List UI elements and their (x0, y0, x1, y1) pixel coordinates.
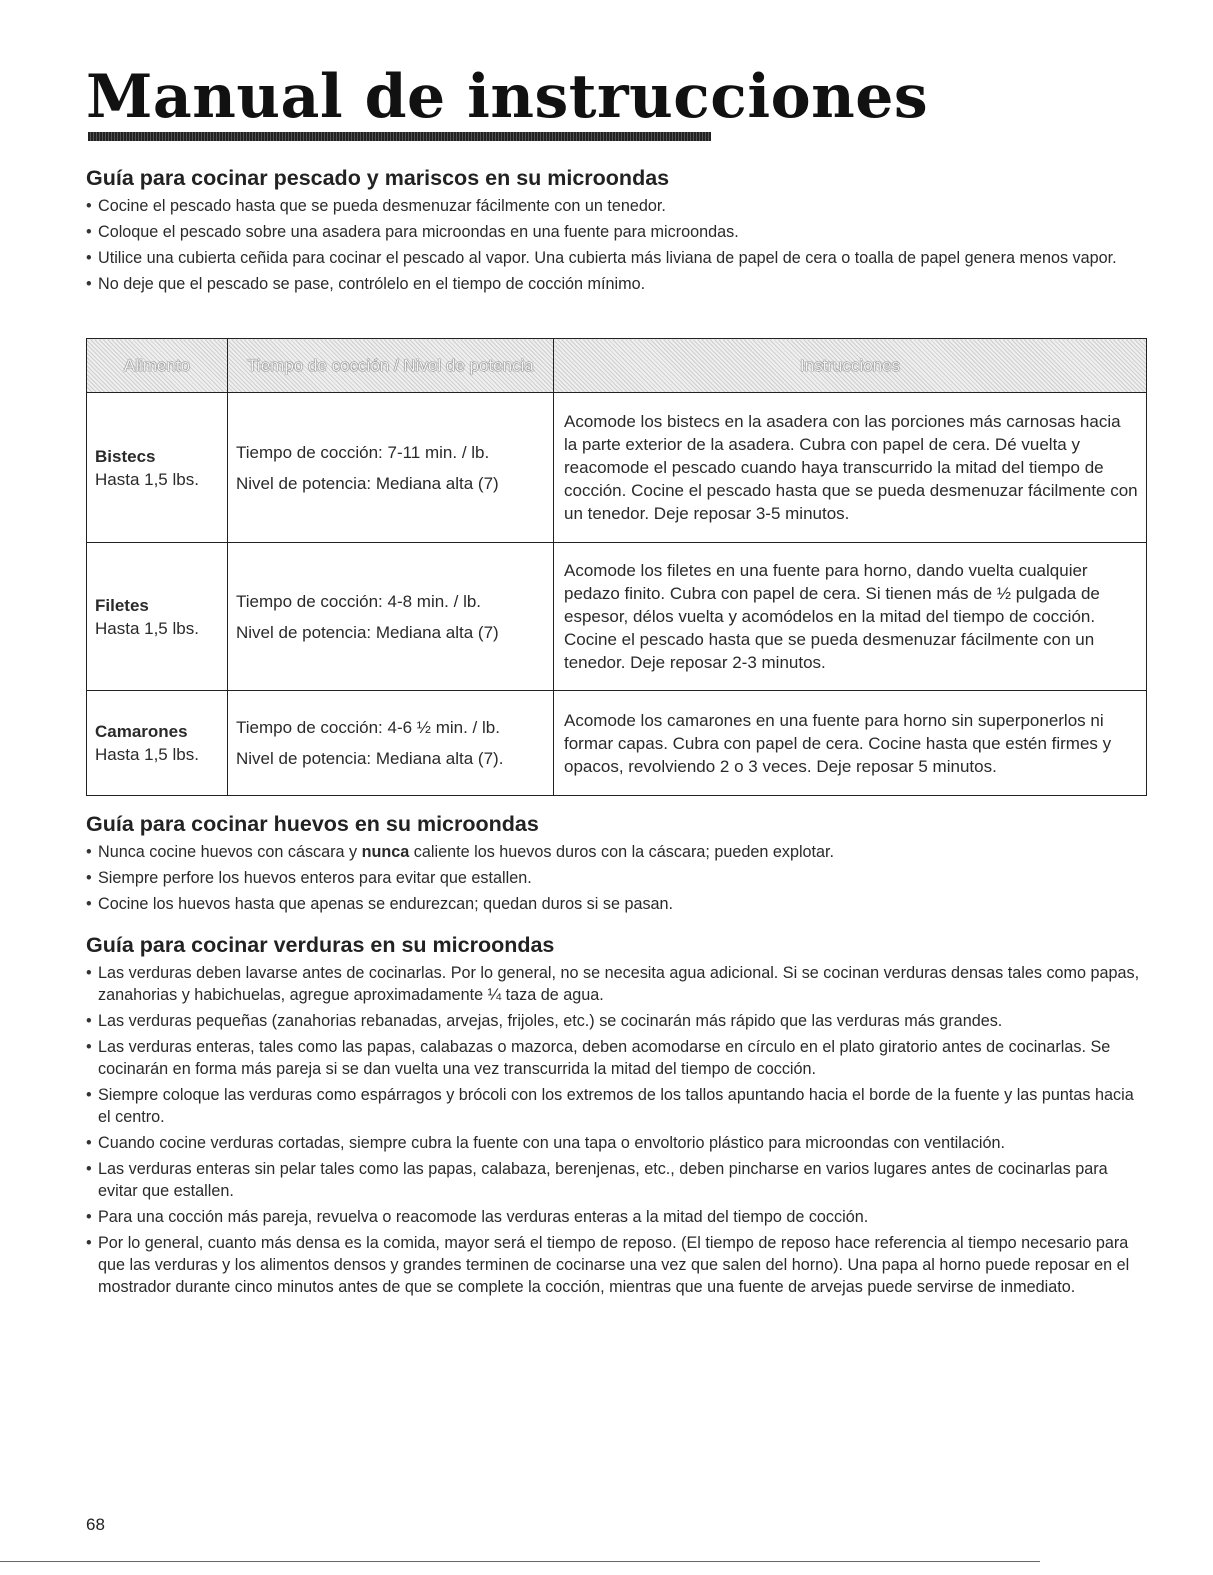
page-title: Manual de instrucciones (86, 62, 929, 132)
cooking-time: Tiempo de cocción: 7-11 min. / lb. (236, 442, 490, 462)
list-item: • No deje que el pescado se pase, contrólelo en el tiempo de cocción mínimo. (86, 273, 1146, 295)
fish-section-heading: Guía para cocinar pescado y mariscos en su microondas (86, 166, 670, 190)
list-item: • Cocine los huevos hasta que apenas se endurezcan; quedan duros si se pasan. (86, 893, 1146, 915)
egg-tips-list (86, 841, 1146, 915)
header-time-power: Tiempo de cocción / Nivel de potencia (228, 339, 554, 393)
food-name: Camarones (95, 722, 188, 741)
instructions-cell: Acomode los filetes en una fuente para horno, dando vuelta cualquier pedazo finito. Cubra con papel de cera. Si tienen más de ½ pulgada de espesor, délos vuelta y acomódelos en la mitad del tiempo de cocción. Cocine el pescado hasta que se pueda desmenuzar fácilmente con un tenedor. Deje reposar 2-3 minutos. (554, 543, 1147, 691)
fish-section (86, 166, 1146, 299)
list-item: • Utilice una cubierta ceñida para cocinar el pescado al vapor. Una cubierta más liviana de papel de cera o toalla de papel genera menos vapor. (86, 247, 1146, 269)
list-item: • Las verduras enteras, tales como las papas, calabazas o mazorca, deben acomodarse en círculo en el plato giratorio antes de cocinarlas. Se cocinarán en forma más pareja si se dan vuelta una vez transcurrida la mitad del tiempo de cocción. (86, 1036, 1146, 1080)
list-item: • Siempre perfore los huevos enteros para evitar que estallen. (86, 867, 1146, 889)
egg-tip-text: Nunca cocine huevos con cáscara y (98, 843, 362, 861)
list-item: • Coloque el pescado sobre una asadera para microondas en una fuente para microondas. (86, 221, 1146, 243)
food-quantity: Hasta 1,5 lbs. (95, 618, 199, 638)
list-item: • Cuando cocine verduras cortadas, siempre cubra la fuente con una tapa o envoltorio plástico para microondas con ventilación. (86, 1132, 1146, 1154)
title-underline (88, 132, 711, 141)
instructions-cell: Acomode los camarones en una fuente para horno sin superponerlos ni formar capas. Cubra con papel de cera. Cocine hasta que estén firmes y opacos, revolviendo 2 o 3 veces. Deje reposar 5 minutos. (554, 691, 1147, 796)
header-instructions: Instrucciones (554, 339, 1147, 393)
time-power-cell (228, 393, 554, 543)
food-cell (87, 393, 228, 543)
food-quantity: Hasta 1,5 lbs. (95, 745, 199, 764)
fish-tips-list (86, 195, 1146, 295)
egg-section (86, 812, 1146, 919)
table-row (87, 691, 1147, 796)
time-power-cell (228, 691, 554, 796)
power-level: Nivel de potencia: Mediana alta (7) (236, 473, 499, 493)
vegetable-section-heading: Guía para cocinar verduras en su microondas (86, 933, 555, 957)
list-item (86, 841, 1146, 863)
list-item: • Para una cocción más pareja, revuelva o reacomode las verduras enteras a la mitad del tiempo de cocción. (86, 1206, 1146, 1228)
time-power-cell (228, 543, 554, 691)
vegetable-section (86, 933, 1146, 1302)
table-row (87, 393, 1147, 543)
food-name: Bistecs (95, 446, 156, 466)
power-level: Nivel de potencia: Mediana alta (7). (236, 749, 504, 768)
list-item: • Las verduras enteras sin pelar tales como las papas, calabaza, berenjenas, etc., deben pincharse en varios lugares antes de cocinarlas para evitar que estallen. (86, 1158, 1146, 1202)
instructions-cell: Acomode los bistecs en la asadera con las porciones más carnosas hacia la parte exterior de la asadera. Cubra con papel de cera. Dé vuelta y reacomode el pescado cuando haya transcurrido la mitad del tiempo de cocción. Cocine el pescado hasta que se pueda desmenuzar fácilmente con un tenedor. Deje reposar 3-5 minutos. (554, 393, 1147, 543)
cooking-time: Tiempo de cocción: 4-8 min. / lb. (236, 591, 482, 611)
list-item: • Por lo general, cuanto más densa es la comida, mayor será el tiempo de reposo. (El tiempo de reposo hace referencia al tiempo necesario para que las verduras y los alimentos densos y grandes terminen de cocinarse una vez que salen del horno). Una papa al horno puede reposar en el mostrador durante cinco minutos antes de que se complete la cocción, mientras que una fuente de arvejas puede servirse de inmediato. (86, 1232, 1146, 1298)
egg-section-heading: Guía para cocinar huevos en su microondas (86, 812, 539, 836)
emphasis-text: nunca (361, 843, 410, 861)
page-number: 68 (86, 1515, 105, 1534)
food-cell (87, 543, 228, 691)
list-item: • Cocine el pescado hasta que se pueda desmenuzar fácilmente con un tenedor. (86, 195, 1146, 217)
list-item: • Las verduras pequeñas (zanahorias rebanadas, arvejas, frijoles, etc.) se cocinarán más rápido que las verduras más grandes. (86, 1010, 1146, 1032)
table-row (87, 543, 1147, 691)
vegetable-tips-list (86, 962, 1146, 1298)
list-item: • Las verduras deben lavarse antes de cocinarlas. Por lo general, no se necesita agua adicional. Si se cocinan verduras densas tales como papas, zanahorias y habichuelas, agregue aproximadamente ¼ taza de agua. (86, 962, 1146, 1006)
power-level: Nivel de potencia: Mediana alta (7) (236, 622, 499, 642)
food-quantity: Hasta 1,5 lbs. (95, 469, 199, 489)
footer-rule (0, 1561, 1040, 1562)
cooking-time: Tiempo de cocción: 4-6 ½ min. / lb. (236, 718, 500, 737)
list-item: • Siempre coloque las verduras como espárragos y brócoli con los extremos de los tallos apuntando hacia el borde de la fuente y las puntas hacia el centro. (86, 1084, 1146, 1128)
food-name: Filetes (95, 595, 149, 615)
food-cell (87, 691, 228, 796)
egg-tip-text: caliente los huevos duros con la cáscara; pueden explotar. (409, 843, 835, 861)
table-header-row (87, 339, 1147, 393)
header-food: Alimento (87, 339, 228, 393)
fish-cooking-table (86, 338, 1147, 796)
